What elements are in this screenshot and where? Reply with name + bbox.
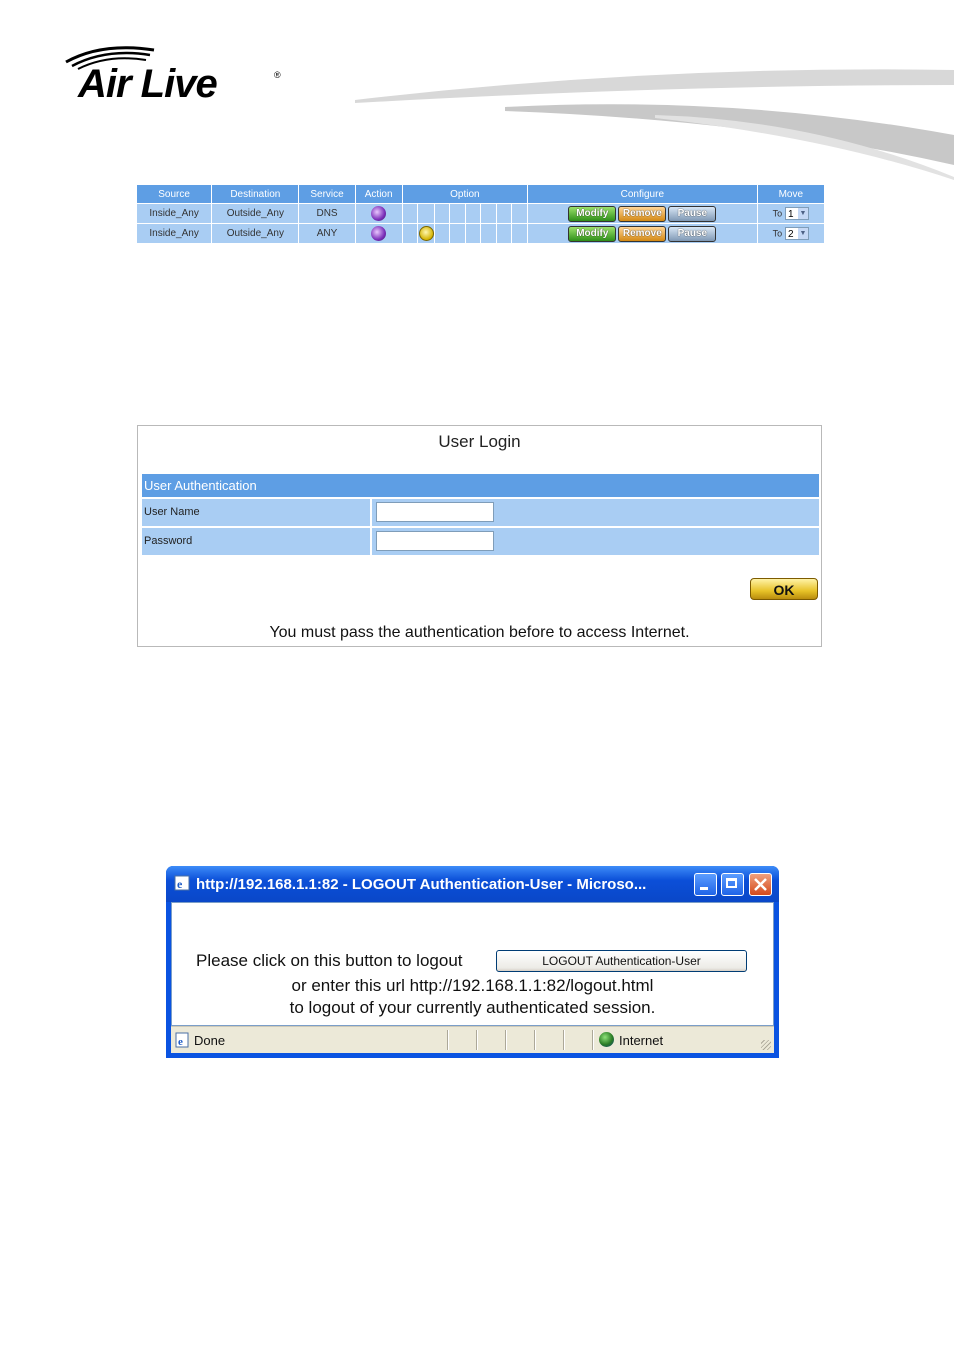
move-select[interactable] — [785, 227, 809, 240]
move-to-label: To — [772, 228, 783, 239]
cell-destination: Outside_Any — [212, 224, 299, 244]
status-text: Done — [194, 1033, 226, 1048]
col-option: Option — [402, 185, 527, 204]
cell-destination: Outside_Any — [212, 204, 299, 224]
cell-action — [355, 204, 402, 224]
modify-button[interactable]: Modify — [568, 226, 616, 242]
auth-section-header: User Authentication — [142, 474, 819, 497]
close-icon[interactable] — [749, 873, 772, 896]
move-to-label: To — [772, 208, 783, 219]
status-divider — [563, 1030, 565, 1050]
login-message: You must pass the authentication before to access Internet. — [269, 624, 690, 641]
move-select[interactable] — [785, 207, 809, 220]
move-select-value: 2 — [787, 229, 794, 240]
allow-action-icon — [371, 226, 386, 241]
logout-button[interactable]: LOGOUT Authentication-User — [496, 950, 747, 972]
remove-button[interactable]: Remove — [618, 226, 666, 242]
window-content — [171, 902, 774, 1026]
table-row — [137, 204, 825, 224]
svg-text:e: e — [177, 877, 183, 891]
ok-button[interactable]: OK — [750, 578, 818, 600]
chevron-down-icon[interactable]: ▼ — [799, 210, 807, 217]
status-divider — [447, 1030, 449, 1050]
policy-table-header — [137, 185, 825, 204]
username-row — [142, 499, 819, 526]
option-cell — [450, 224, 466, 244]
table-row — [137, 224, 825, 244]
page-done-icon — [174, 1032, 190, 1048]
close-x-glyph — [750, 874, 771, 895]
status-divider — [534, 1030, 536, 1050]
option-cell — [434, 224, 450, 244]
login-title: User Login — [438, 432, 521, 451]
internet-globe-icon — [599, 1032, 614, 1047]
option-cell — [450, 204, 466, 224]
row-divider — [370, 528, 372, 555]
security-zone: Internet — [619, 1033, 664, 1048]
ie-page-icon — [174, 875, 190, 891]
option-cell — [481, 224, 497, 244]
option-cell — [481, 204, 497, 224]
col-move: Move — [757, 185, 824, 204]
option-cell — [512, 224, 528, 244]
modify-button[interactable]: Modify — [568, 206, 616, 222]
option-cell — [402, 224, 418, 244]
logout-session-text: to logout of your currently authenticated session. — [289, 998, 656, 1017]
chevron-down-icon[interactable]: ▼ — [799, 230, 807, 237]
option-cell — [434, 204, 450, 224]
option-cell — [465, 204, 481, 224]
pause-button[interactable]: Pause — [668, 226, 716, 242]
cell-service: ANY — [299, 224, 355, 244]
policy-table — [136, 184, 825, 244]
cell-move — [757, 204, 824, 224]
option-cell — [496, 224, 512, 244]
option-cell — [465, 224, 481, 244]
cell-configure — [528, 224, 758, 244]
password-label: Password — [144, 535, 193, 547]
col-source: Source — [137, 185, 212, 204]
cell-service: DNS — [299, 204, 355, 224]
move-select-value: 1 — [787, 209, 794, 220]
user-login-panel — [137, 425, 822, 647]
username-label: User Name — [144, 506, 200, 518]
option-cell — [496, 204, 512, 224]
password-row — [142, 528, 819, 555]
col-service: Service — [299, 185, 355, 204]
logout-url-text: or enter this url http://192.168.1.1:82/logout.html — [291, 976, 654, 995]
auth-user-icon — [419, 226, 434, 241]
username-input[interactable] — [376, 502, 494, 522]
status-divider — [476, 1030, 478, 1050]
cell-source: Inside_Any — [137, 204, 212, 224]
col-configure: Configure — [528, 185, 758, 204]
header-swoosh — [355, 65, 954, 180]
resize-grip-icon[interactable] — [761, 1040, 771, 1050]
logout-instruction: Please click on this button to logout — [196, 951, 463, 970]
minimize-icon[interactable] — [694, 873, 717, 896]
maximize-icon[interactable] — [721, 873, 744, 896]
registered-mark: ® — [274, 70, 281, 80]
option-cell — [418, 224, 435, 244]
status-bar — [171, 1026, 774, 1053]
status-divider — [505, 1030, 507, 1050]
cell-action — [355, 224, 402, 244]
window-titlebar[interactable] — [166, 866, 779, 902]
password-input[interactable] — [376, 531, 494, 551]
row-divider — [370, 499, 372, 526]
option-cell — [512, 204, 528, 224]
svg-text:e: e — [178, 1036, 183, 1048]
cell-configure — [528, 204, 758, 224]
pause-button[interactable]: Pause — [668, 206, 716, 222]
logo-wordmark: Air Live — [78, 62, 217, 106]
col-action: Action — [355, 185, 402, 204]
status-divider — [592, 1030, 594, 1050]
remove-button[interactable]: Remove — [618, 206, 666, 222]
airlive-logo — [62, 40, 292, 110]
cell-move — [757, 224, 824, 244]
window-title: http://192.168.1.1:82 - LOGOUT Authentication-User - Microso... — [196, 876, 647, 893]
ie-logout-window — [166, 866, 779, 1058]
cell-source: Inside_Any — [137, 224, 212, 244]
option-cell — [418, 204, 435, 224]
allow-action-icon — [371, 206, 386, 221]
col-destination: Destination — [212, 185, 299, 204]
option-cell — [402, 204, 418, 224]
